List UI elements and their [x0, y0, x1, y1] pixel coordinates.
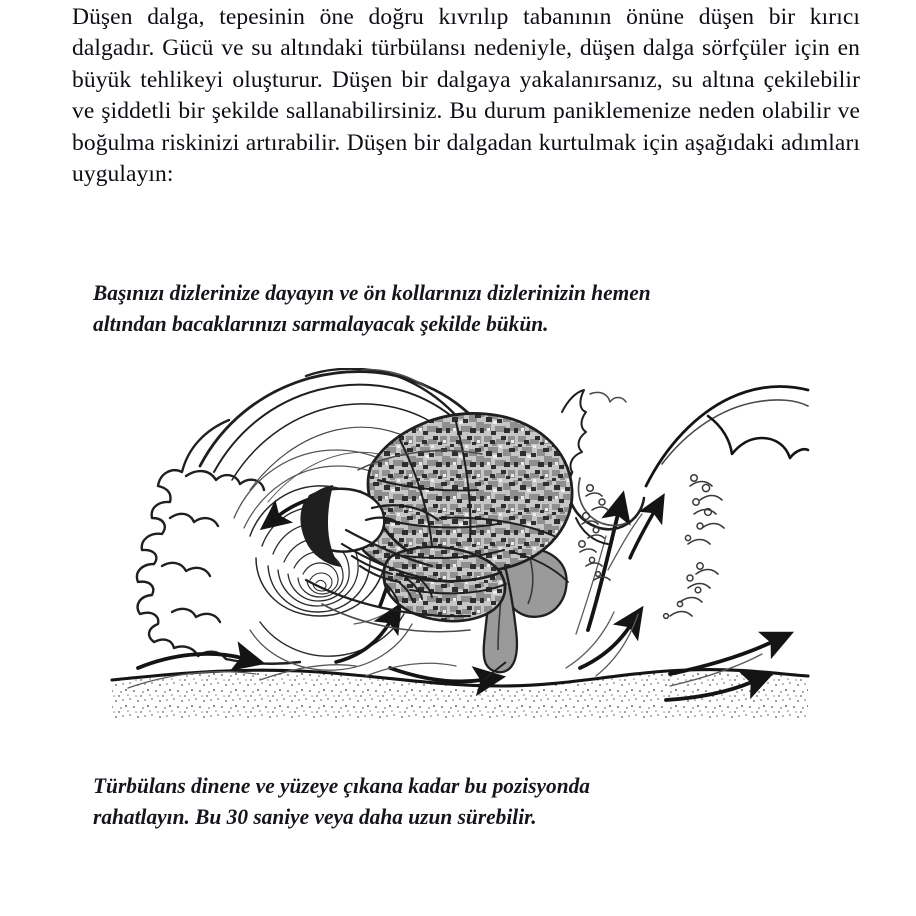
instruction-top-line-1: Başınızı dizlerinize dayayın ve ön kollarınızı dizlerinizin hemen	[93, 280, 651, 305]
body-paragraph-text: Düşen dalga, tepesinin öne doğru kıvrılıp tabanının önüne düşen bir kırıcı dalgadır. Gücü ve su altındaki türbülansı nedeniyle, düşen dalga sörfçüler için en büyük tehlikeyi oluşturur. Düşen bir dalgaya yakalanırsanız, su altına çekilebilir ve şiddetli bir şekilde sallanabilirsiniz. Bu durum paniklemenize neden olabilir ve boğulma riskinizi artırabilir. Düşen bir dalgadan kurtulmak için aşağıdaki adımları uygulayın:	[72, 4, 860, 188]
instruction-bottom-line-2: rahatlayın. Bu 30 saniye veya daha uzun sürebilir.	[93, 804, 537, 829]
body-paragraph	[72, 2, 860, 190]
instruction-top-line-2: altından bacaklarınızı sarmalayacak şekilde bükün.	[93, 311, 549, 336]
instruction-bottom-line-1: Türbülans dinene ve yüzeye çıkana kadar bu pozisyonda	[93, 773, 590, 798]
instruction-top	[93, 277, 777, 339]
instruction-bottom	[93, 770, 777, 832]
wave-illustration	[110, 368, 810, 720]
wave-illustration-svg	[110, 368, 810, 720]
